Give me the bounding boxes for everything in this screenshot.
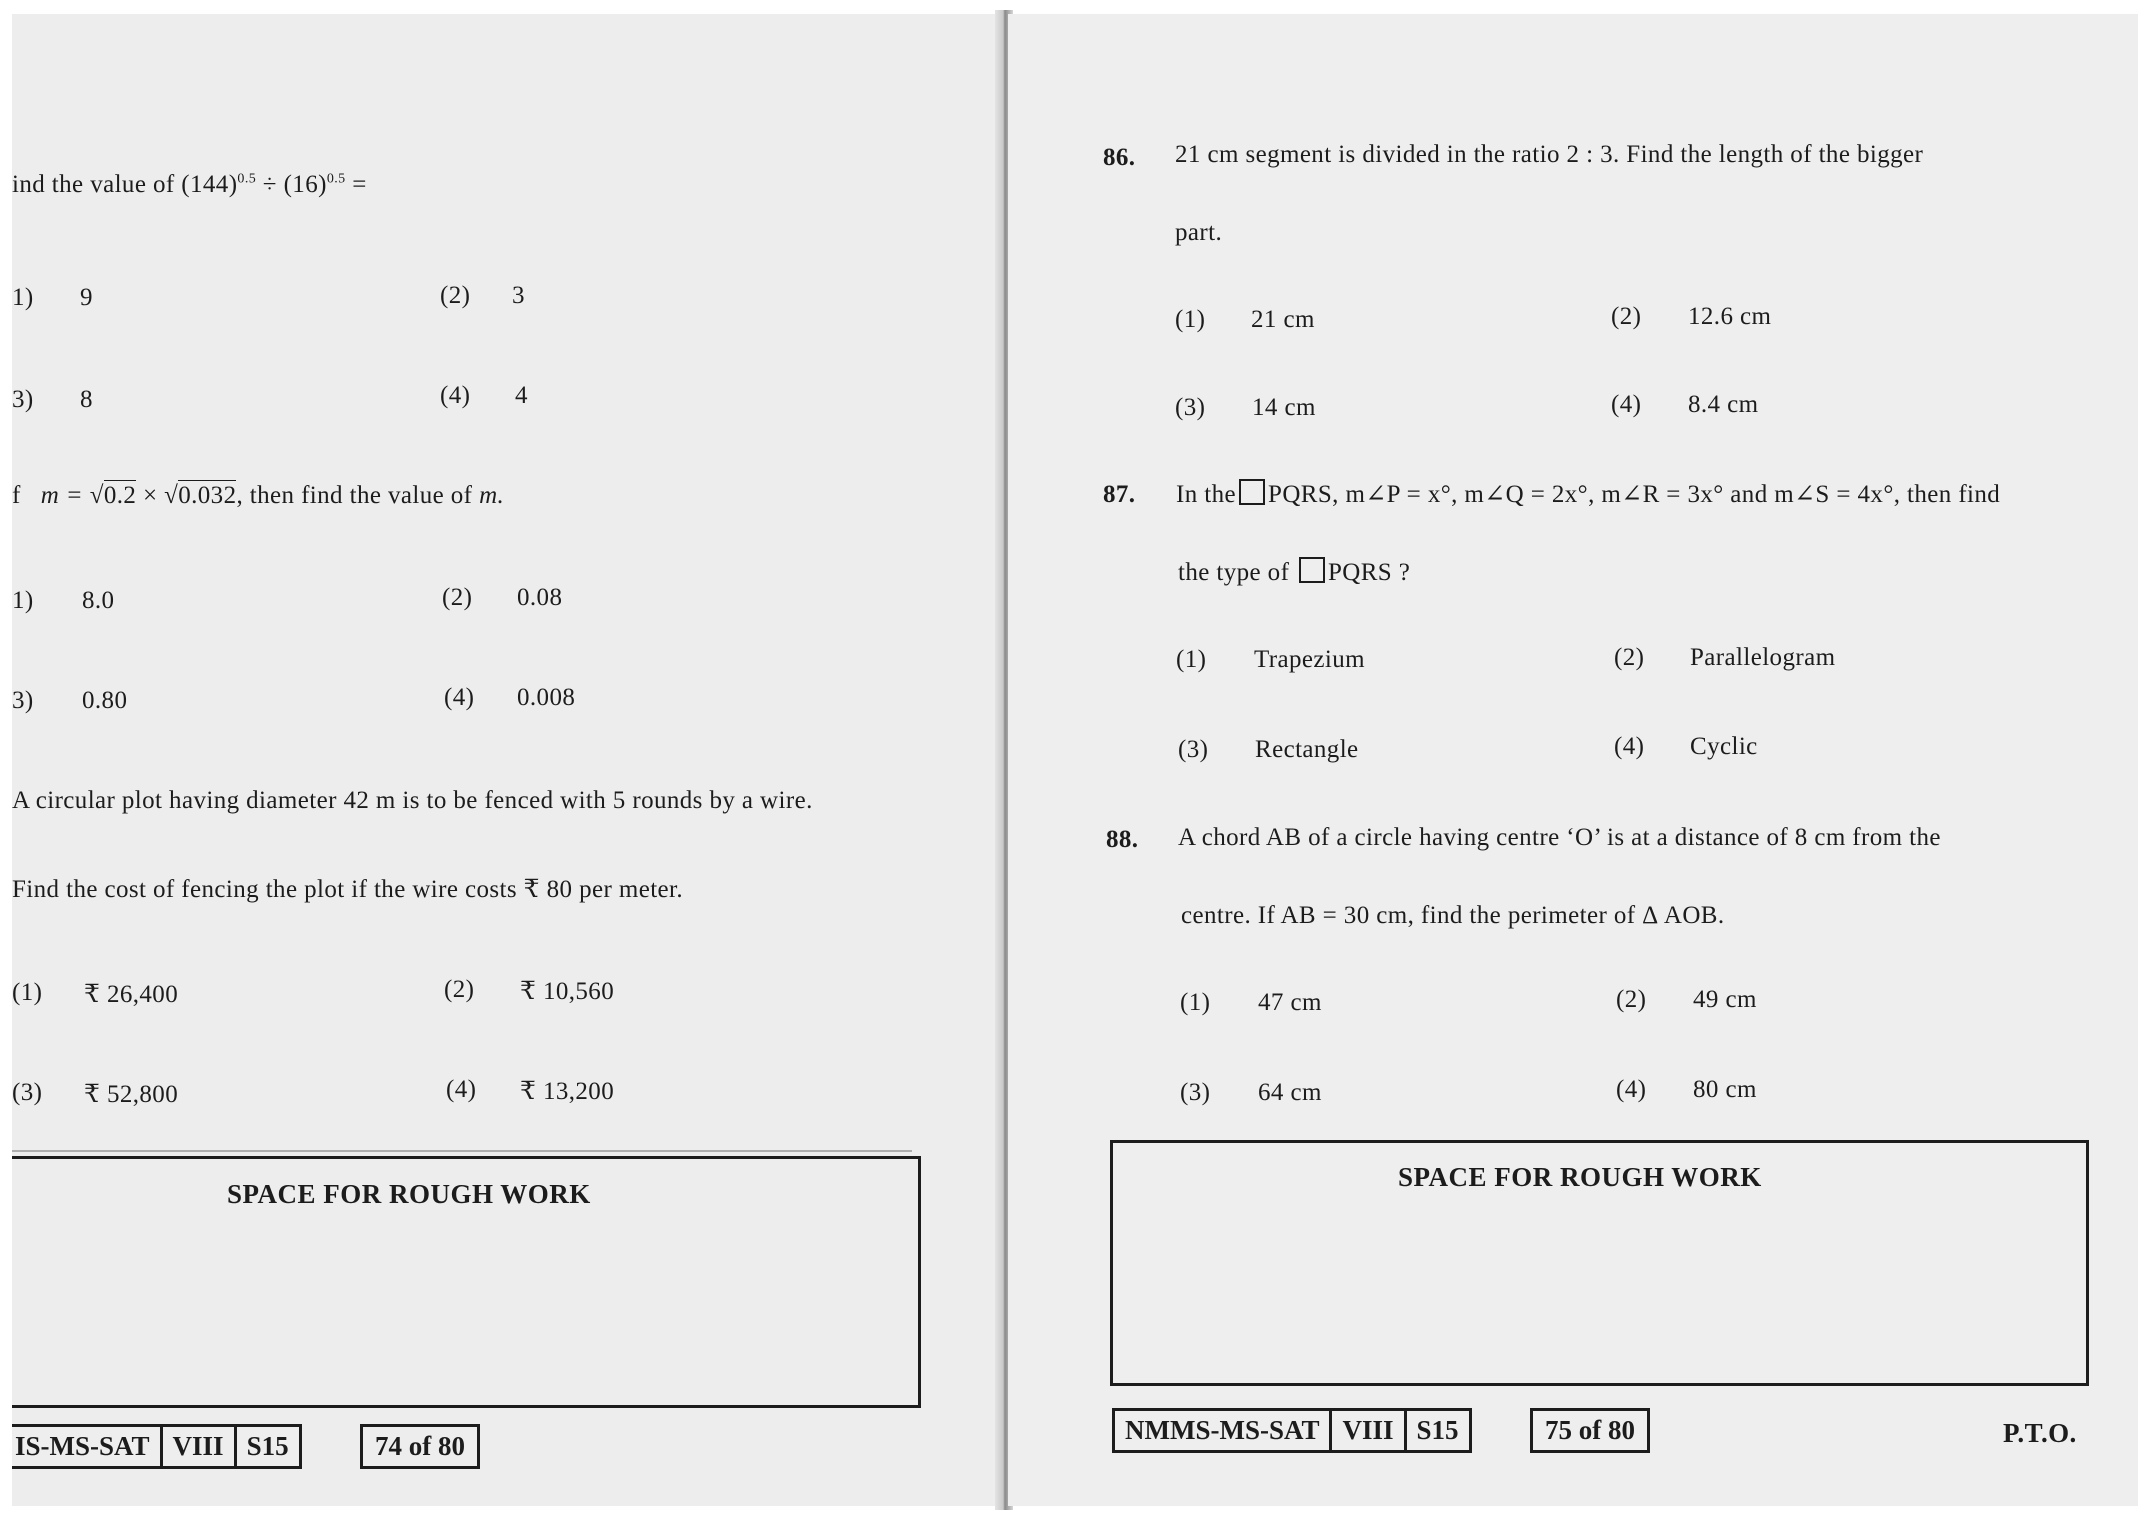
footer-code: IS-MS-SAT	[12, 1424, 163, 1469]
option-number: (2)	[440, 282, 471, 309]
option-value: 64 cm	[1258, 1079, 1322, 1106]
option-value: 8.0	[82, 587, 115, 614]
option-number: (2)	[1616, 986, 1647, 1013]
option-number: (4)	[1614, 733, 1645, 760]
option-number: (3)	[12, 1079, 43, 1106]
option-number: (2)	[442, 584, 473, 611]
option-value: Trapezium	[1254, 646, 1365, 673]
option-value: ₹ 13,200	[520, 1078, 615, 1105]
option-value: 0.08	[517, 584, 563, 611]
question-text-line2: the type of PQRS ?	[1178, 559, 1411, 586]
option-number: (1)	[12, 979, 43, 1006]
footer-code-box	[1112, 1408, 1469, 1453]
option-number: 3)	[12, 687, 34, 714]
option-value: ₹ 52,800	[84, 1081, 179, 1108]
page-number: 74 of 80	[360, 1424, 480, 1469]
question-text-line1: In the PQRS, m∠P = x°, m∠Q = 2x°, m∠R = 3x° and m∠S = 4x°, then find	[1176, 481, 2001, 508]
option-value: 80 cm	[1693, 1076, 1757, 1103]
footer-code: NMMS-MS-SAT	[1112, 1408, 1332, 1453]
question-text-line1: A circular plot having diameter 42 m is to be fenced with 5 rounds by a wire.	[12, 787, 813, 814]
option-value: 0.008	[517, 684, 576, 711]
option-number: (2)	[1614, 644, 1645, 671]
square-symbol	[1239, 479, 1265, 505]
option-value: 49 cm	[1693, 986, 1757, 1013]
question-number: 86.	[1103, 144, 1136, 171]
footer-std: VIII	[160, 1424, 237, 1469]
option-number: (4)	[446, 1076, 477, 1103]
question-text: f m = √0.2 × √0.032, then find the value of m.	[12, 482, 505, 509]
footer-set: S15	[1404, 1408, 1472, 1453]
option-value: 9	[80, 284, 93, 311]
option-value: ₹ 10,560	[520, 978, 615, 1005]
option-number: (3)	[1175, 394, 1206, 421]
footer-code-box	[12, 1424, 299, 1469]
option-number: (1)	[1176, 646, 1207, 673]
option-number: 1)	[12, 587, 34, 614]
footer-set: S15	[234, 1424, 302, 1469]
option-value: Rectangle	[1255, 736, 1359, 763]
divider	[12, 1150, 912, 1152]
option-number: (4)	[1611, 391, 1642, 418]
rough-work-title: SPACE FOR ROUGH WORK	[227, 1179, 591, 1209]
option-value: 4	[515, 382, 528, 409]
option-value: Parallelogram	[1690, 644, 1836, 671]
option-value: 8.4 cm	[1688, 391, 1759, 418]
question-text-line2: centre. If AB = 30 cm, find the perimeter of Δ AOB.	[1181, 902, 1725, 929]
option-number: (3)	[1178, 736, 1209, 763]
option-value: 8	[80, 386, 93, 413]
question-number: 87.	[1103, 481, 1136, 508]
square-symbol	[1299, 557, 1325, 583]
question-text: ind the value of $(144)^{0.5} \div (16)^{0.5}$ =	[12, 171, 367, 198]
option-value: 12.6 cm	[1688, 303, 1772, 330]
option-value: 21 cm	[1251, 306, 1315, 333]
option-number: (1)	[1175, 306, 1206, 333]
question-number: 88.	[1106, 826, 1139, 853]
option-number: 3)	[12, 386, 34, 413]
option-value: 14 cm	[1252, 394, 1316, 421]
option-number: (4)	[444, 684, 475, 711]
option-number: (4)	[440, 382, 471, 409]
option-number: (1)	[1180, 989, 1211, 1016]
left-page	[12, 14, 1002, 1506]
option-number: (2)	[444, 976, 475, 1003]
option-value: 3	[512, 282, 525, 309]
question-text-line1: 21 cm segment is divided in the ratio 2 : 3. Find the length of the bigger	[1175, 141, 1924, 168]
footer-std: VIII	[1329, 1408, 1406, 1453]
question-text-line2: part.	[1175, 219, 1223, 246]
option-number: (2)	[1611, 303, 1642, 330]
option-value: Cyclic	[1690, 733, 1758, 760]
rough-work-title: SPACE FOR ROUGH WORK	[1398, 1162, 1762, 1192]
option-number: (4)	[1616, 1076, 1647, 1103]
option-number: (3)	[1180, 1079, 1211, 1106]
page-number: 75 of 80	[1530, 1408, 1650, 1453]
option-value: ₹ 26,400	[84, 981, 179, 1008]
option-value: 0.80	[82, 687, 128, 714]
pto-label: P.T.O.	[2003, 1418, 2077, 1448]
option-value: 47 cm	[1258, 989, 1322, 1016]
right-page	[1008, 14, 2138, 1506]
question-text-line2: Find the cost of fencing the plot if the wire costs ₹ 80 per meter.	[12, 876, 684, 903]
question-text-line1: A chord AB of a circle having centre ‘O’ is at a distance of 8 cm from the	[1178, 824, 1941, 851]
option-number: 1)	[12, 284, 34, 311]
